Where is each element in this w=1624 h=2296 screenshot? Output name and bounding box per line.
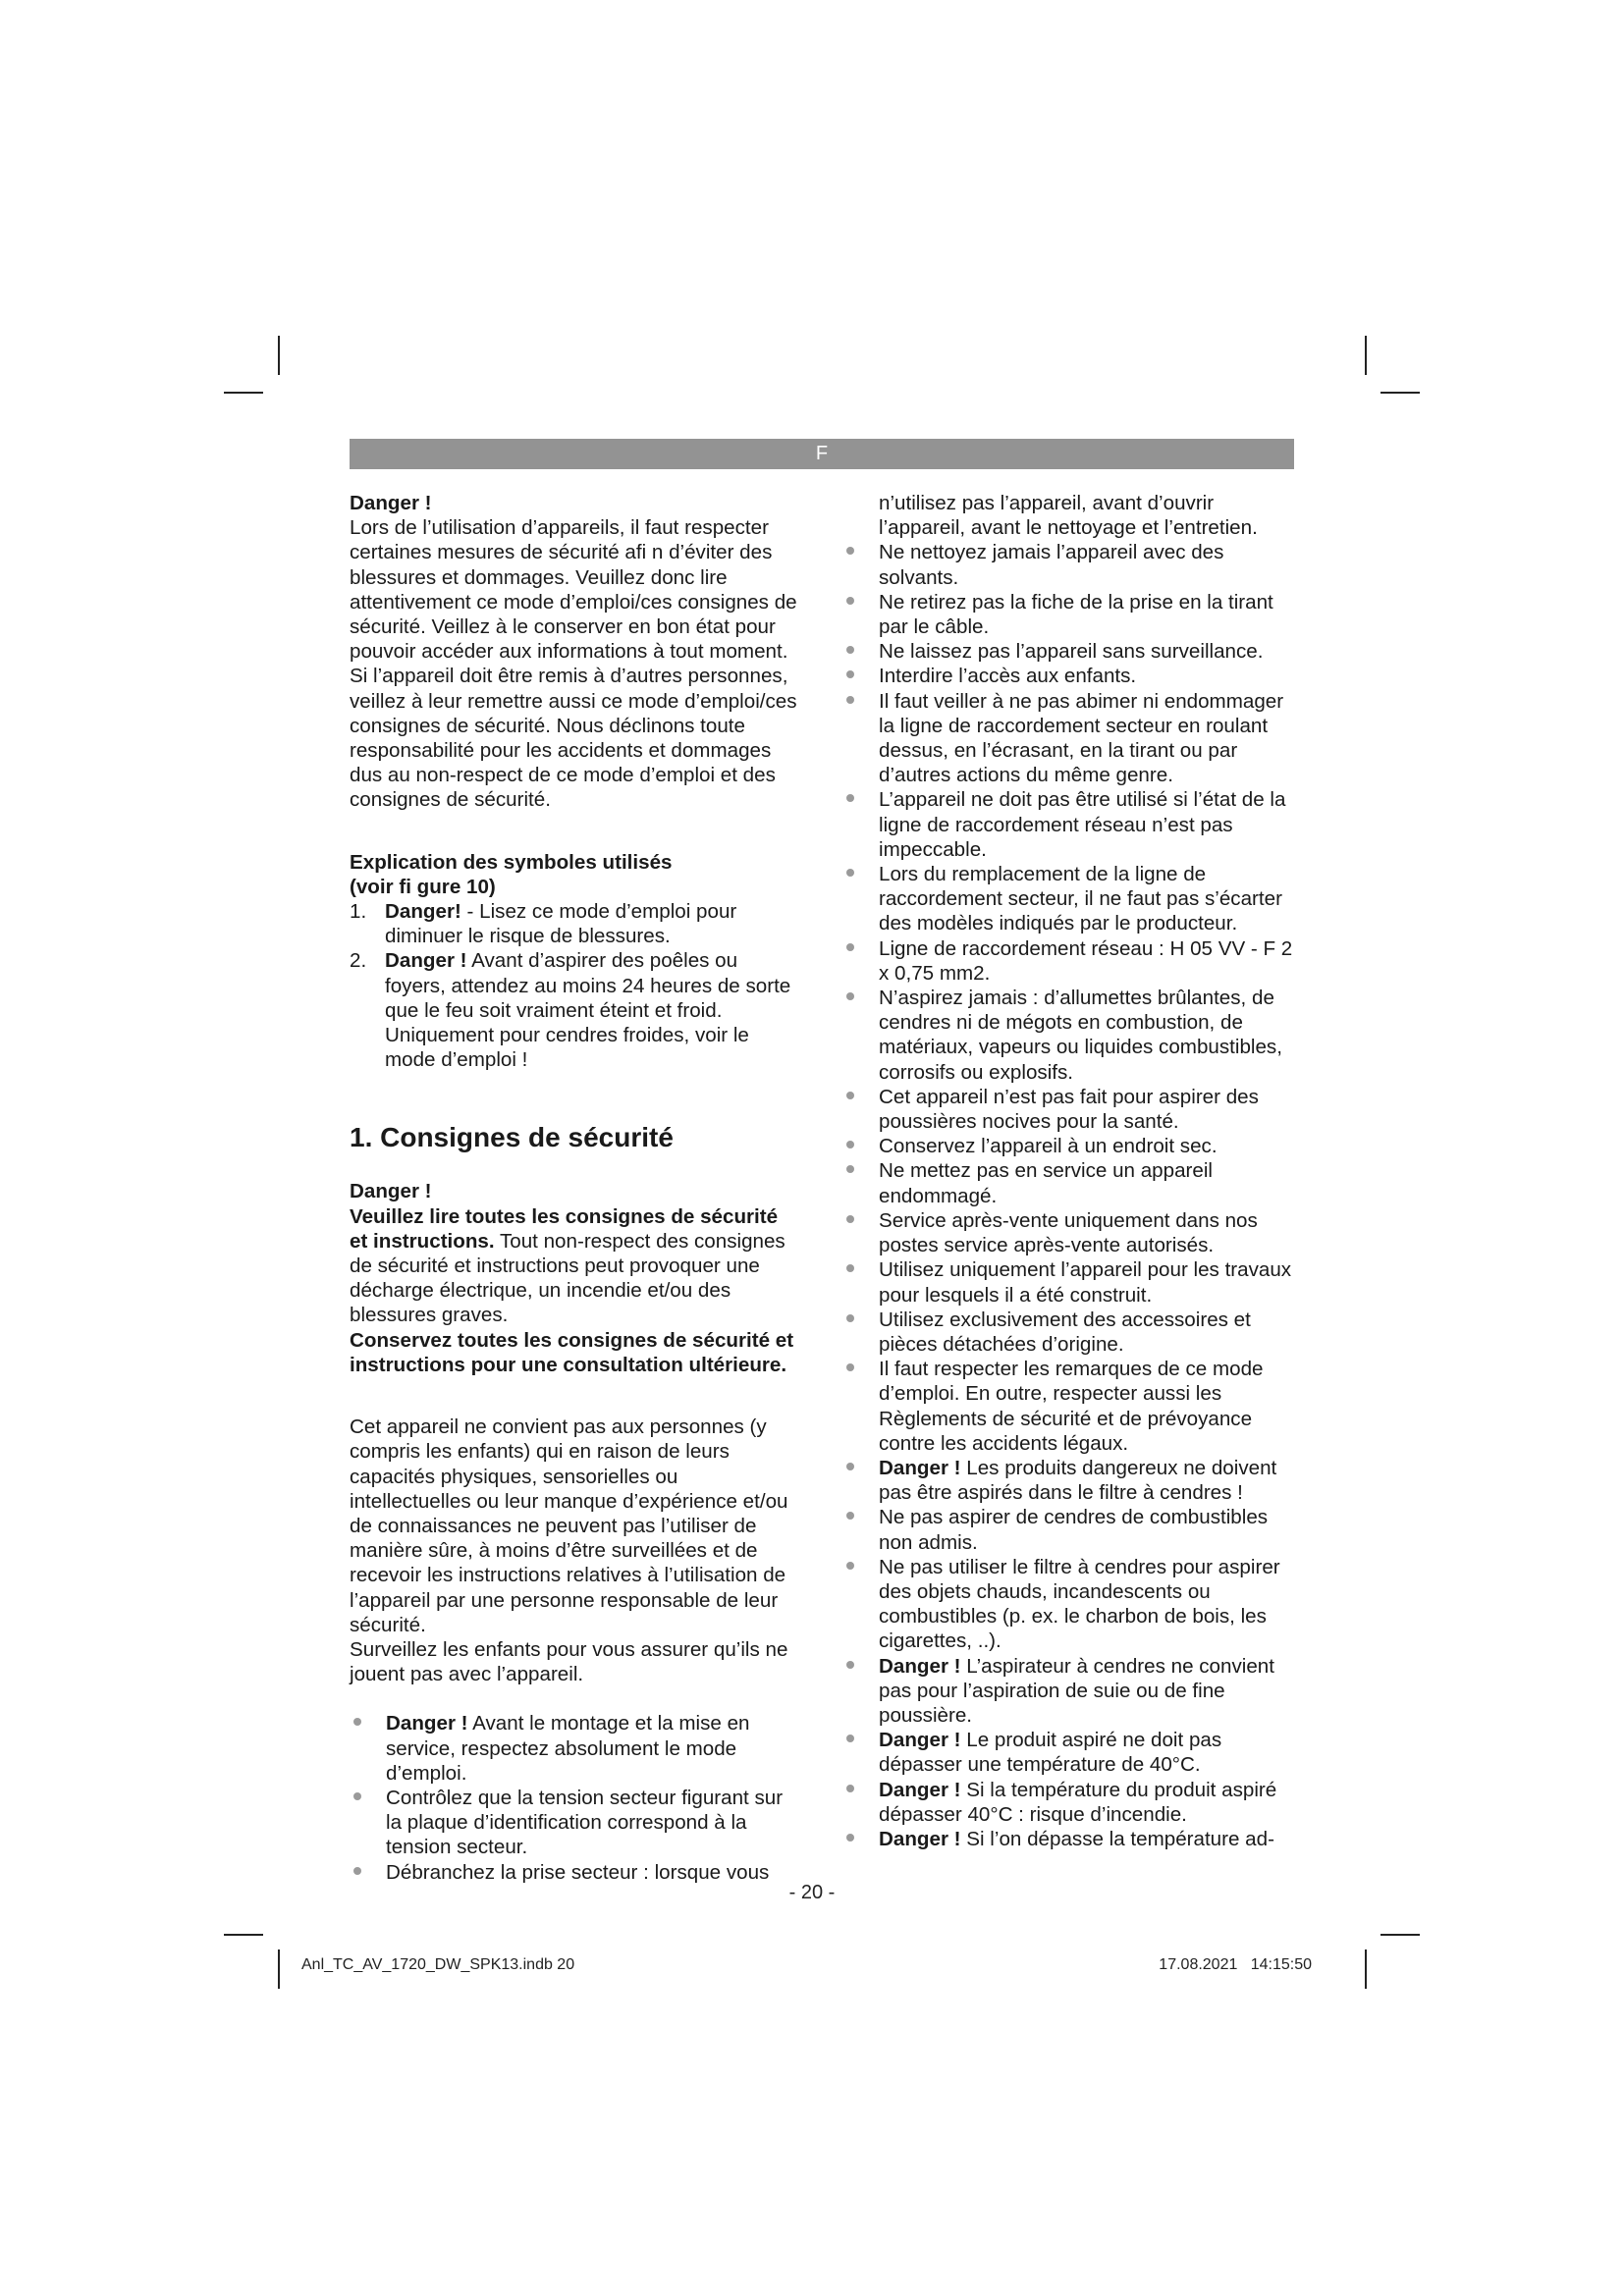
list-item: Utilisez exclusivement des accessoires et pièces détachées d’origine. [842, 1308, 1294, 1357]
children-warning-paragraph: Cet appareil ne convient pas aux personnes (y compris les enfants) qui en raison de leurs capacités physiques, sensorielles ou intellectuelles ou leur manque d’expérience et/ou de connaissances ne peuvent pas l’utiliser de manière sûre, à moins d’être surveillées et de recevoir les instructions relatives à l’utilisation de l’appareil par une personne responsable de leur sécurité. [350, 1415, 788, 1636]
list-item: Conservez l’appareil à un endroit sec. [842, 1134, 1294, 1158]
footer-timestamp [1159, 1956, 1312, 1974]
bullet-icon [846, 1834, 854, 1842]
bullet-icon [846, 869, 854, 877]
crop-mark-bottom-left-vertical [278, 1949, 280, 1989]
bullet-icon [846, 992, 854, 1000]
bullet-icon [846, 1215, 854, 1223]
bullet-icon [846, 696, 854, 704]
bullet-icon [846, 1165, 854, 1173]
crop-mark-bottom-right-vertical [1365, 1949, 1367, 1989]
list-item: Utilisez uniquement l’appareil pour les travaux pour lesquels il a été construit. [842, 1257, 1294, 1307]
bullet-icon [353, 1867, 361, 1875]
bullet-icon [846, 1092, 854, 1099]
bullet-icon [846, 1363, 854, 1371]
footer-file-name: Anl_TC_AV_1720_DW_SPK13.indb 20 [301, 1956, 575, 1973]
bullet-icon [846, 1512, 854, 1520]
bullet-icon [846, 1141, 854, 1148]
list-item: Danger ! Si la température du produit aspiré dépasser 40°C : risque d’incendie. [842, 1778, 1294, 1827]
page-number: - 20 - [788, 1882, 836, 1903]
bullet-icon [846, 1314, 854, 1322]
bullet-icon [353, 1718, 361, 1726]
list-item: Ne pas aspirer de cendres de combustibles non admis. [842, 1505, 1294, 1554]
list-item: Ne retirez pas la fiche de la prise en la tirant par le câble. [842, 590, 1294, 639]
left-safety-list [350, 1711, 801, 1884]
bullet-icon [846, 1735, 854, 1742]
bullet-icon [846, 670, 854, 678]
crop-mark-bottom-right-horizontal [1380, 1934, 1420, 1936]
language-header-bar [350, 439, 1294, 469]
list-item: Danger ! Si l’on dépasse la température ad- [842, 1827, 1294, 1851]
symbols-heading-line1: Explication des symboles utilisés [350, 850, 673, 874]
supervise-children-paragraph: Surveillez les enfants pour vous assurer qu’ils ne jouent pas avec l’appareil. [350, 1637, 788, 1686]
list-item: Ne laissez pas l’appareil sans surveillance. [842, 639, 1294, 664]
list-item: Danger ! Les produits dangereux ne doivent pas être aspirés dans le filtre à cendres ! [842, 1456, 1294, 1505]
crop-mark-top-left-horizontal [224, 392, 263, 394]
right-safety-list [842, 540, 1294, 1851]
list-item: Danger ! Avant le montage et la mise en service, respectez absolument le mode d’emploi. [350, 1711, 801, 1786]
list-item: Service après-vente uniquement dans nos postes service après-vente autorisés. [842, 1208, 1294, 1257]
list-item: Ligne de raccordement réseau : H 05 VV - F 2 x 0,75 mm2. [842, 936, 1294, 986]
bullet-icon [846, 547, 854, 555]
bullet-icon [846, 794, 854, 802]
list-item: Danger ! Le produit aspiré ne doit pas dépasser une température de 40°C. [842, 1728, 1294, 1777]
language-letter: F [815, 443, 829, 464]
list-item: Contrôlez que la tension secteur figurant sur la plaque d’identification correspond à la tension secteur. [350, 1786, 801, 1860]
list-item: Lors du remplacement de la ligne de raccordement secteur, il ne faut pas s’écarter des modèles indiqués par le producteur. [842, 862, 1294, 936]
symbol-item: 1. Danger! - Lisez ce mode d’emploi pour diminuer le risque de blessures. [350, 900, 737, 948]
right-column [842, 491, 1294, 1851]
bullet-icon [846, 1562, 854, 1570]
symbols-heading-line2: (voir fi gure 10) [350, 875, 496, 898]
left-column [350, 491, 801, 1885]
symbol-item: 2. Danger ! Avant d’aspirer des poêles ou foyers, attendez au moins 24 heures de sorte que le feu soit vraiment éteint et froid. Uniquement pour cendres froides, voir le mode d’emploi ! [350, 949, 791, 1072]
list-item: Ne nettoyez jamais l’appareil avec des solvants. [842, 540, 1294, 589]
bullet-icon [846, 1661, 854, 1669]
crop-mark-top-left-vertical [278, 336, 280, 375]
bullet-icon [846, 1264, 854, 1272]
continuation-text: n’utilisez pas l’appareil, avant d’ouvrir l’appareil, avant le nettoyage et l’entretien. [879, 492, 1258, 540]
symbols-list [350, 899, 801, 1072]
list-item: Il faut respecter les remarques de ce mode d’emploi. En outre, respecter aussi les Règlements de sécurité et de prévoyance contre les accidents légaux. [842, 1357, 1294, 1456]
section-title: 1. Consignes de sécurité [350, 1122, 674, 1153]
list-item: Ne pas utiliser le filtre à cendres pour aspirer des objets chauds, incandescents ou combustibles (p. ex. le charbon de bois, les cigarettes, ..). [842, 1555, 1294, 1654]
danger-label: Danger ! [350, 1180, 432, 1203]
list-item: Il faut veiller à ne pas abimer ni endommager la ligne de raccordement secteur en roulant dessus, en l’écrasant, en la tirant ou par d’autres actions du même genre. [842, 689, 1294, 788]
list-item: L’appareil ne doit pas être utilisé si l’état de la ligne de raccordement réseau n’est pas impeccable. [842, 787, 1294, 862]
bullet-icon [846, 1463, 854, 1470]
crop-mark-top-right-vertical [1365, 336, 1367, 375]
bullet-icon [353, 1792, 361, 1800]
list-item: Interdire l’accès aux enfants. [842, 664, 1294, 688]
crop-mark-top-right-horizontal [1380, 392, 1420, 394]
intro-heading: Danger ! [350, 492, 432, 514]
footer-time: 14:15:50 [1250, 1956, 1312, 1973]
read-instructions-paragraph: Veuillez lire toutes les consignes de sécurité et instructions. Tout non-respect des consignes de sécurité et instructions peut provoquer une décharge électrique, un incendie et/ou des blessures graves. [350, 1204, 785, 1327]
bullet-icon [846, 1785, 854, 1792]
bullet-icon [846, 597, 854, 605]
bullet-icon [846, 646, 854, 654]
crop-mark-bottom-left-horizontal [224, 1934, 263, 1936]
list-item: Danger ! L’aspirateur à cendres ne convient pas pour l’aspiration de suie ou de fine poussière. [842, 1654, 1294, 1729]
list-item: Ne mettez pas en service un appareil endommagé. [842, 1158, 1294, 1207]
intro-paragraph: Lors de l’utilisation d’appareils, il faut respecter certaines mesures de sécurité afi n d’éviter des blessures et dommages. Veuillez donc lire attentivement ce mode d’emploi/ces consignes de sécurité. Veillez à le conserver en bon état pour pouvoir accéder aux informations à tout moment. Si l’appareil doit être remis à d’autres personnes, veillez à leur remettre aussi ce mode d’emploi/ces consignes de sécurité. Nous déclinons toute responsabilité pour les accidents et dommages dus au non-respect de ce mode d’emploi et des consignes de sécurité. [350, 516, 797, 812]
list-item: Débranchez la prise secteur : lorsque vous [350, 1860, 801, 1885]
keep-instructions-paragraph: Conservez toutes les consignes de sécurité et instructions pour une consultation ultérieure. [350, 1328, 794, 1376]
list-item: N’aspirez jamais : d’allumettes brûlantes, de cendres ni de mégots en combustion, de matériaux, vapeurs ou liquides combustibles, corrosifs ou explosifs. [842, 986, 1294, 1085]
footer-date: 17.08.2021 [1159, 1956, 1238, 1973]
list-item: Cet appareil n’est pas fait pour aspirer des poussières nocives pour la santé. [842, 1085, 1294, 1134]
bullet-icon [846, 943, 854, 951]
